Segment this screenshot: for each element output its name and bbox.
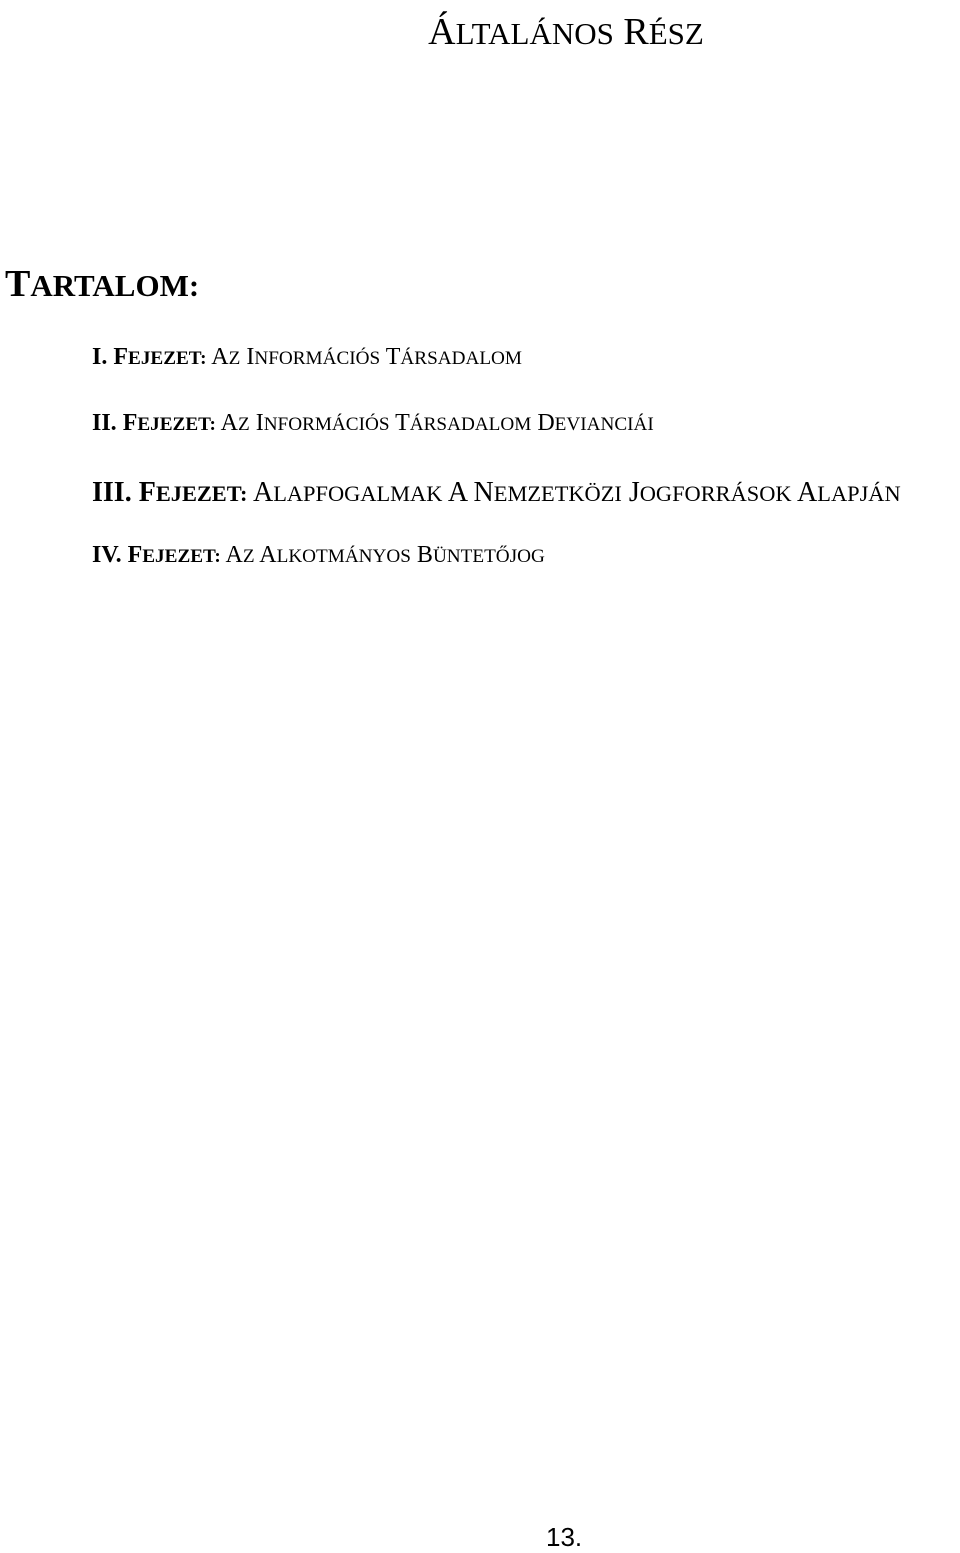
chapter-title: ALAPFOGALMAK A NEMZETKÖZI JOGFORRÁSOK ALAPJÁN bbox=[252, 477, 901, 508]
chapter-number: I. bbox=[92, 344, 108, 370]
chapter-number: III. bbox=[92, 477, 132, 508]
toc-entry-4[interactable] bbox=[92, 542, 545, 569]
toc-entry-2[interactable] bbox=[92, 410, 654, 437]
chapter-number: IV. bbox=[92, 542, 122, 568]
chapter-number: II. bbox=[92, 410, 117, 436]
page-number: 13. bbox=[546, 1522, 583, 1552]
page-title: ÁLTALÁNOS RÉSZ bbox=[428, 11, 704, 53]
toc-entry-3[interactable] bbox=[92, 477, 901, 509]
chapter-title: AZ ALKOTMÁNYOS BÜNTETŐJOG bbox=[225, 542, 545, 568]
chapter-label: FEJEZET: bbox=[127, 542, 221, 568]
chapter-label: FEJEZET: bbox=[122, 410, 216, 436]
chapter-label: FEJEZET: bbox=[113, 344, 207, 370]
chapter-title: AZ INFORMÁCIÓS TÁRSADALOM DEVIANCIÁI bbox=[220, 410, 654, 436]
chapter-title: AZ INFORMÁCIÓS TÁRSADALOM bbox=[211, 344, 522, 370]
toc-entry-1[interactable] bbox=[92, 344, 522, 371]
chapter-label: FEJEZET: bbox=[138, 477, 248, 508]
toc-heading: TARTALOM: bbox=[5, 263, 200, 305]
